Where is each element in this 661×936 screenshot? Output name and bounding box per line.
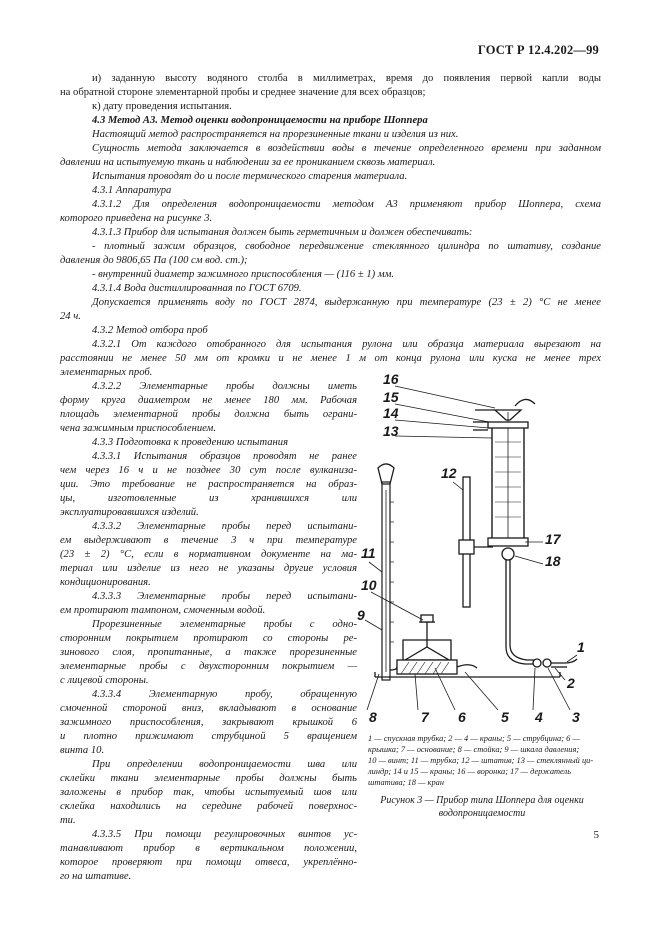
- page-number: 5: [593, 829, 599, 841]
- text-line: давления до 9806,65 Па (100 см вод. ст.);: [60, 255, 248, 266]
- text-line: расстоянии не менее 50 мм от кромки и не менее 1 м от конца рулона или куска не менее трех: [60, 353, 601, 364]
- legend-line: линдр; 14 и 15 — краны; 16 — воронка; 17 — держатель: [368, 767, 572, 776]
- text-line: чена зажимным приспособлением.: [60, 423, 216, 434]
- text-line: элементарные пробы с двухсторонним покрытием —: [60, 661, 357, 672]
- figure-label: 16: [383, 372, 399, 387]
- text-line: давлении на испытуемую ткань и наблюдении за ее прониканием сквозь материал.: [60, 157, 436, 168]
- text-line: При определении водопроницаемости шва или: [92, 759, 357, 770]
- text-line: чем через 16 ч и не позднее 30 сут после вулканиза-: [60, 465, 357, 476]
- figure-label: 7: [421, 709, 429, 724]
- legend-line: штатива; 18 — кран: [368, 778, 445, 787]
- text-line: (23 ± 2) °С, если в нормативном документе на ма-: [60, 549, 357, 560]
- figure-label: 17: [545, 531, 561, 547]
- figure-label: 18: [545, 553, 561, 569]
- figure-label: 6: [458, 709, 466, 724]
- text-line: заложены в прибор так, чтобы испытуемый шов или: [60, 787, 357, 798]
- figure-label: 1: [577, 639, 585, 655]
- text-line: 4.3.1 Аппаратура: [92, 185, 172, 196]
- figure-label: 9: [357, 607, 365, 623]
- figure-label: 5: [501, 709, 509, 724]
- text-line: 4.3.3.2 Элементарные пробы перед испытани-: [92, 521, 357, 532]
- figure-label: 15: [383, 389, 399, 405]
- drain-tube: [551, 659, 577, 663]
- text-line: 4.3.1.2 Для определения водопроницаемости методом А3 применяют прибор Шоппера, схема: [92, 199, 601, 210]
- text-line: - плотный зажим образцов, свободное передвижение стеклянного цилиндра по штативу, создание: [92, 241, 601, 252]
- text-line: 4.3.3.3 Элементарные пробы перед испытани-: [92, 591, 357, 602]
- text-line: Прорезиненные элементарные пробы с одно-: [92, 619, 357, 630]
- text-line: склейки ткани элементарные пробы должны быть: [60, 773, 357, 784]
- text-line: кондиционирования.: [60, 577, 151, 588]
- legend-line: крышка; 7 — основание; 8 — стойка; 9 — шкала давления;: [368, 745, 580, 754]
- text-line: которое проверяют при помощи отвеса, укреплённо-: [60, 857, 357, 868]
- text-line: зажимного приспособления, закрывают крышкой 6: [60, 717, 357, 728]
- text-line: 4.3.3.4 Элементарную пробу, обращенную: [92, 689, 357, 700]
- text-line: и плотно прижимают струбциной 5 вращением: [60, 731, 357, 742]
- text-line: 4.3.1.4 Вода дистиллированная по ГОСТ 6709.: [92, 283, 302, 294]
- figure-label: 12: [441, 465, 457, 481]
- figure-label: 13: [383, 423, 399, 439]
- legend-line: 10 — винт; 11 — трубка; 12 — штатив; 13 — стеклянный ци-: [368, 756, 594, 765]
- legend-line: 1 — спускная трубка; 2 — 4 — краны; 5 — струбцина; 6 —: [368, 734, 580, 743]
- text-line: форму круга диаметром не менее 180 мм. Рабочая: [60, 395, 357, 406]
- text-line: 4.3.2.2 Элементарные пробы должны иметь: [92, 381, 357, 392]
- figure-3-schopper-apparatus: [355, 372, 605, 724]
- figure-label: 3: [572, 709, 580, 724]
- text-line: Допускается применять воду по ГОСТ 2874, выдержанную при температуре (23 ± 2) °С не менее: [92, 297, 601, 308]
- text-line: к) дату проведения испытания.: [92, 101, 232, 112]
- cover-6: [405, 647, 449, 660]
- figure-label: 8: [369, 709, 377, 724]
- figure-label: 10: [361, 577, 377, 593]
- text-line: 4.3 Метод А3. Метод оценки водопроницаемости на приборе Шоппера: [92, 115, 428, 126]
- figure-label: 14: [383, 405, 399, 421]
- text-line: на обратной стороне элементарной пробы и среднее значение для всех образцов;: [60, 87, 426, 98]
- figure-label: 4: [535, 709, 543, 724]
- text-line: с лицевой стороны.: [60, 675, 149, 686]
- text-line: сторонним покрытием протирают со стороны ре-: [60, 633, 357, 644]
- figure-label: 2: [567, 675, 575, 691]
- text-line: и) заданную высоту водяного столба в миллиметрах, время до появления первой капли воды: [92, 73, 601, 84]
- text-line: 4.3.3 Подготовка к проведению испытания: [92, 437, 289, 448]
- text-line: 24 ч.: [60, 311, 81, 322]
- text-line: смоченной стороной вниз, вкладывают в основание: [60, 703, 357, 714]
- screw-10: [419, 620, 435, 647]
- text-line: териал или изделие из него не указаны другие условия: [60, 563, 357, 574]
- text-line: ти.: [60, 815, 76, 826]
- text-line: ции. Это требование не распространяется на образ-: [60, 479, 357, 490]
- text-line: танавливают прибор в вертикальном положении,: [60, 843, 357, 854]
- text-line: - внутренний диаметр зажимного приспособления — (116 ± 1) мм.: [92, 269, 394, 280]
- text-line: зинового слоя, пропитанные, а также прорезиненные: [60, 647, 357, 658]
- document-header: ГОСТ Р 12.4.202—99: [477, 43, 599, 57]
- text-line: 4.3.1.3 Прибор для испытания должен быть герметичным и должен обеспечивать:: [92, 227, 473, 238]
- text-line: ем выдерживают в течение 3 ч при температуре: [60, 535, 357, 546]
- text-line: 4.3.3.5 При помощи регулировочных винтов ус-: [92, 829, 357, 840]
- text-line: 4.3.2 Метод отбора проб: [92, 325, 208, 336]
- figure-caption: Рисунок 3 — Прибор типа Шоппера для оценки водопроницаемости: [380, 795, 584, 819]
- text-line: Сущность метода заключается в воздействии воды в течение определенного времени при заданном: [92, 143, 601, 154]
- text-line: склейка находились на середине рабочей поверхнос-: [60, 801, 357, 812]
- tube-funnel: [378, 464, 394, 484]
- text-line: винта 10.: [60, 745, 105, 756]
- text-line: которого приведена на рисунке 3.: [60, 213, 213, 224]
- text-line: го на штативе.: [60, 871, 132, 882]
- tap-18: [502, 548, 514, 560]
- text-line: цы, изготовленные из хранившихся или: [60, 493, 357, 504]
- figure-label: 11: [361, 545, 376, 561]
- text-line: Испытания проводят до и после термического старения материала.: [92, 171, 408, 182]
- text-line: элементарных проб.: [60, 367, 153, 378]
- text-line: площадь элементарной пробы должна быть ограни-: [60, 409, 357, 420]
- text-line: ем протирают тампоном, смоченным водой.: [60, 605, 266, 616]
- text-line: 4.3.2.1 От каждого отобранного для испытания рулона или образца материала вырезают на: [92, 339, 601, 350]
- text-line: эксплуатировавшихся изделий.: [60, 507, 199, 518]
- text-line: 4.3.3.1 Испытания образцов проводят не ранее: [92, 451, 357, 462]
- text-line: Настоящий метод распространяется на прорезиненные ткани и изделия из них.: [92, 129, 459, 140]
